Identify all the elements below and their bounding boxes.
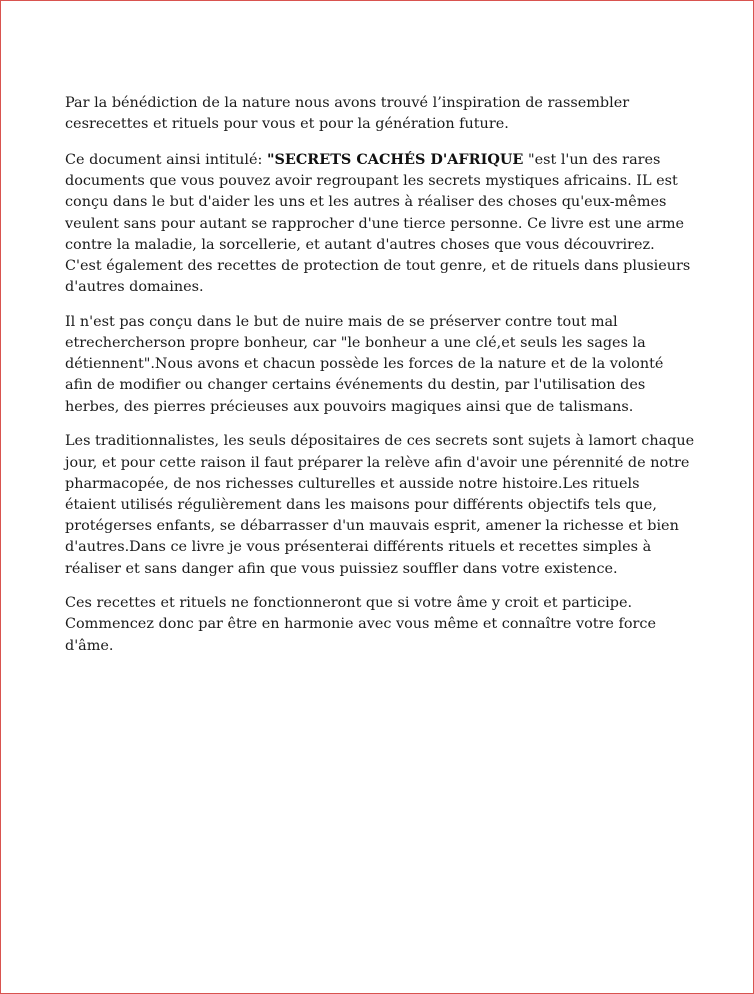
document-body — [65, 93, 695, 670]
paragraph-title-suffix: "est l'un des rares documents que vous pouvez avoir regroupant les secrets mystiques africains. IL est conçu dans le but d'aider les uns et les autres à réaliser des choses qu'eux-mêmes veulent sans pour autant se rapprocher d'une tierce personne. Ce livre est une arme contre la maladie, la sorcellerie, et autant d'autres choses que vous découvrirez. C'est également des recettes de protection de tout genre, et de rituels dans plusieurs d'autres domaines. — [65, 151, 691, 296]
paragraph-purpose: Il n'est pas conçu dans le but de nuire mais de se préserver contre tout mal etrechercherson propre bonheur, car "le bonheur a une clé,et seuls les sages la détiennent".Nous avons et chacun possède les forces de la nature et de la volonté afin de modifier ou changer certains événements du destin, par l'utilisation des herbes, des pierres précieuses aux pouvoirs magiques ainsi que de talismans. — [65, 313, 664, 415]
paragraph-conclusion: Ces recettes et rituels ne fonctionneront que si votre âme y croit et participe. Commencez donc par être en harmonie avec vous même et connaître votre force d'âme. — [65, 595, 656, 654]
paragraph-title — [65, 149, 695, 298]
paragraph-intro: Par la bénédiction de la nature nous avons trouvé l’inspiration de rassembler cesrecettes et rituels pour vous et pour la génération future. — [65, 95, 630, 133]
document-title: "SECRETS CACHÉS D'AFRIQUE — [266, 150, 524, 168]
paragraph-traditionalists: Les traditionnalistes, les seuls dépositaires de ces secrets sont sujets à lamort chaque jour, et pour cette raison il faut préparer la relève afin d'avoir une pérennité de notre pharmacopée, de nos richesses culturelles et ausside notre histoire.Les rituels étaient utilisés régulièrement dans les maisons pour différents objectifs tels que, protégerses enfants, se débarrasser d'un mauvais esprit, amener la richesse et bien d'autres.Dans ce livre je vous présenterai différents rituels et recettes simples à réaliser et sans danger afin que vous puissiez souffler dans votre existence. — [65, 433, 695, 577]
paragraph-title-prefix: Ce document ainsi intitulé: — [65, 151, 267, 168]
